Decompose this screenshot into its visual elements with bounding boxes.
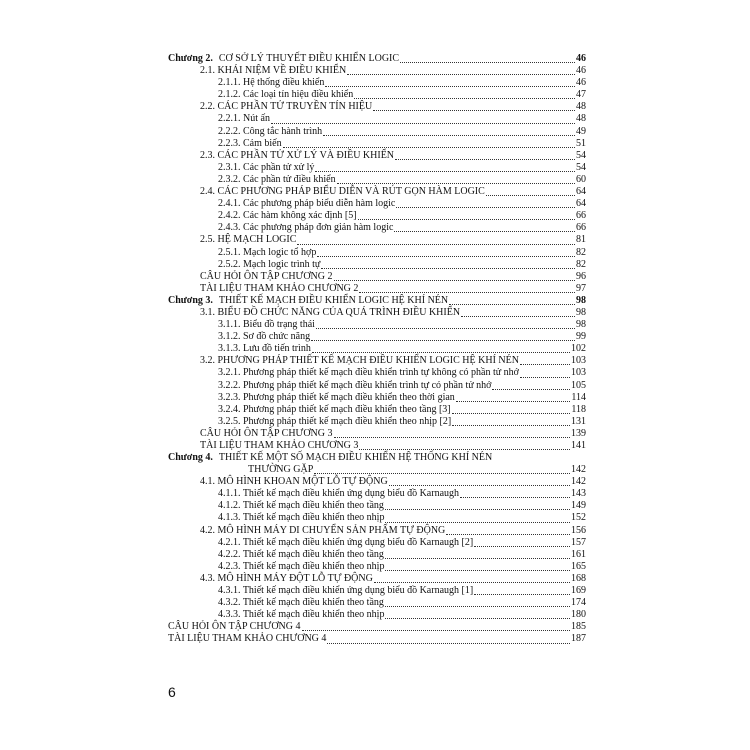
page-ref: 139 <box>571 427 586 439</box>
leader-dots <box>311 332 575 341</box>
entry-title: 3.2.1. Phương pháp thiết kế mạch điều khiển trình tự không có phần tử nhớ <box>218 367 519 379</box>
leader-dots <box>271 115 575 124</box>
leader-dots <box>395 151 575 160</box>
entry-title: 4.2.3. Thiết kế mạch điều khiển theo nhịp <box>218 560 385 572</box>
chapter-title-line-2: THƯỜNG GẶP 142 <box>248 464 586 476</box>
page-ref: 114 <box>571 391 586 403</box>
entry-title: TÀI LIỆU THAM KHẢO CHƯƠNG 4 <box>168 633 327 645</box>
page-ref: 48 <box>576 101 586 113</box>
leader-dots <box>302 622 571 631</box>
page-ref: 98 <box>576 306 586 318</box>
toc-entry <box>168 271 586 283</box>
entry-title: TÀI LIỆU THAM KHẢO CHƯƠNG 3 <box>200 440 359 451</box>
toc-entry <box>168 259 586 271</box>
leader-dots <box>337 175 575 184</box>
toc-entry <box>168 138 586 150</box>
leader-dots <box>373 102 575 111</box>
leader-dots <box>385 550 570 559</box>
page-ref: 161 <box>571 548 586 560</box>
page-ref: 157 <box>571 536 586 548</box>
page-ref: 105 <box>571 379 586 391</box>
page-ref: 185 <box>571 621 586 633</box>
entry-title: 4.1.3. Thiết kế mạch điều khiển theo nhịp <box>218 512 385 524</box>
page-ref: 156 <box>571 524 586 536</box>
toc-entry <box>168 380 586 392</box>
leader-dots <box>400 54 575 63</box>
leader-dots <box>456 393 571 402</box>
chapter-title-line-1 <box>168 452 586 464</box>
page-ref: 47 <box>576 89 586 101</box>
leader-dots <box>334 429 571 438</box>
page-ref: 131 <box>571 415 586 427</box>
entry-title: 4.3. MÔ HÌNH MÁY ĐỘT LỖ TỰ ĐỘNG <box>200 572 373 584</box>
page-ref: 66 <box>576 210 586 222</box>
page-ref: 46 <box>576 65 586 77</box>
toc-entry <box>168 621 586 633</box>
leader-dots <box>486 187 575 196</box>
leader-dots <box>374 574 570 583</box>
leader-dots <box>315 163 575 172</box>
leader-dots <box>385 501 570 510</box>
leader-dots <box>347 66 575 75</box>
page-ref: 82 <box>576 258 586 270</box>
toc-entry <box>168 65 586 77</box>
entry-title: 2.5. HỆ MẠCH LOGIC <box>200 234 297 246</box>
toc-entry <box>168 283 586 295</box>
page-ref: 165 <box>571 560 586 572</box>
toc-chapter-4 <box>168 452 586 476</box>
leader-dots <box>385 610 570 619</box>
leader-dots <box>474 538 570 547</box>
entry-title: 3.2.5. Phương pháp thiết kế mạch điều khiển theo nhịp [2] <box>218 415 452 427</box>
entry-title: CÂU HỎI ÔN TẬP CHƯƠNG 3 <box>200 427 333 439</box>
toc-entry <box>168 392 586 404</box>
entry-title: 2.3.1. Các phần tử xử lý <box>218 161 315 173</box>
page-ref: 66 <box>576 222 586 234</box>
toc-entry <box>168 150 586 162</box>
leader-dots <box>358 211 575 220</box>
toc-entry <box>168 500 586 512</box>
entry-title: 2.2. CÁC PHẦN TỬ TRUYỀN TÍN HIỆU <box>200 101 373 113</box>
entry-title: 2.2.3. Cảm biến <box>218 137 282 149</box>
page-ref: 98 <box>576 294 586 306</box>
page-ref: 102 <box>571 343 586 355</box>
entry-title: 3.1.3. Lưu đồ tiến trình <box>218 343 311 355</box>
entry-title: 2.1.1. Hệ thống điều khiển <box>218 77 325 89</box>
page-number: 6 <box>168 684 176 700</box>
toc-entry <box>168 331 586 343</box>
page-ref: 187 <box>571 633 586 645</box>
toc-entry <box>168 476 586 488</box>
entry-title: 2.4.2. Các hàm không xác định [5] <box>218 210 357 222</box>
toc-entry <box>168 355 586 367</box>
page-ref: 143 <box>571 488 586 500</box>
leader-dots <box>446 526 570 535</box>
chapter-2-entries <box>168 65 586 295</box>
page-ref: 169 <box>571 585 586 597</box>
toc-entry <box>168 488 586 500</box>
entry-title: 3.1.1. Biểu đồ trạng thái <box>218 319 315 331</box>
page-ref: 174 <box>571 597 586 609</box>
page-ref: 54 <box>576 161 586 173</box>
toc-entry <box>168 319 586 331</box>
leader-dots <box>396 199 575 208</box>
leader-dots <box>323 127 575 136</box>
page-ref: 152 <box>571 512 586 524</box>
toc-chapter-3 <box>168 295 586 307</box>
page-ref: 64 <box>576 198 586 210</box>
toc-entry <box>168 234 586 246</box>
toc-entry <box>168 210 586 222</box>
leader-dots <box>389 477 570 486</box>
entry-title: 3.2.3. Phương pháp thiết kế mạch điều khiển theo thời gian <box>218 391 455 403</box>
entry-title: CÂU HỎI ÔN TẬP CHƯƠNG 2 <box>200 270 333 282</box>
page-ref: 48 <box>576 113 586 125</box>
leader-dots <box>474 586 570 595</box>
page-ref: 96 <box>576 270 586 282</box>
toc-entry <box>168 343 586 355</box>
toc-entry <box>168 525 586 537</box>
leader-dots <box>385 514 570 523</box>
leader-dots <box>520 356 570 365</box>
entry-title: 4.3.2. Thiết kế mạch điều khiển theo tầng <box>218 597 384 609</box>
leader-dots <box>334 272 576 281</box>
page-ref: 97 <box>576 282 586 294</box>
toc-entry <box>168 247 586 259</box>
entry-title: 2.1. KHÁI NIỆM VỀ ĐIỀU KHIỂN <box>200 65 347 77</box>
toc-entry <box>168 222 586 234</box>
entry-title: TÀI LIỆU THAM KHẢO CHƯƠNG 2 <box>200 282 359 294</box>
leader-dots <box>297 236 575 245</box>
page-ref: 64 <box>576 186 586 198</box>
leader-dots <box>327 635 570 644</box>
toc-entry <box>168 537 586 549</box>
chapter-label: Chương 4. <box>168 452 213 464</box>
entry-title: 3.2.4. Phương pháp thiết kế mạch điều khiển theo tầng [3] <box>218 403 451 415</box>
entry-title: 2.4.3. Các phương pháp đơn giản hàm logic <box>218 222 394 234</box>
toc-entry <box>168 573 586 585</box>
leader-dots <box>492 381 570 390</box>
entry-title: 4.3.1. Thiết kế mạch điều khiển ứng dụng biểu đồ Karnaugh [1] <box>218 585 474 597</box>
toc-entry <box>168 101 586 113</box>
page-ref: 98 <box>576 319 586 331</box>
leader-dots <box>325 78 575 87</box>
entry-title: 2.5.2. Mạch logic trình tự <box>218 258 321 270</box>
page-ref: 149 <box>571 500 586 512</box>
page-ref: 82 <box>576 246 586 258</box>
toc-entry <box>168 512 586 524</box>
leader-dots <box>385 562 570 571</box>
page-ref: 118 <box>571 403 586 415</box>
entry-title: 2.2.2. Công tắc hành trình <box>218 125 323 137</box>
leader-dots <box>283 139 575 148</box>
leader-dots <box>314 465 570 474</box>
table-of-contents <box>168 53 586 646</box>
toc-entry <box>168 440 586 452</box>
leader-dots <box>461 308 575 317</box>
page-ref: 54 <box>576 149 586 161</box>
leader-dots <box>316 320 575 329</box>
page-ref: 142 <box>571 464 586 476</box>
leader-dots <box>321 260 575 269</box>
page-ref: 103 <box>571 355 586 367</box>
leader-dots <box>460 489 570 498</box>
entry-title: 2.3. CÁC PHẦN TỬ XỬ LÝ VÀ ĐIỀU KHIỂN <box>200 149 395 161</box>
chapter-4-entries <box>168 476 586 645</box>
leader-dots <box>359 284 575 293</box>
toc-entry <box>168 198 586 210</box>
toc-entry <box>168 186 586 198</box>
toc-entry <box>168 561 586 573</box>
toc-entry <box>168 633 586 645</box>
leader-dots <box>385 598 570 607</box>
entry-title: 4.2.2. Thiết kế mạch điều khiển theo tầng <box>218 548 384 560</box>
page-ref: 46 <box>576 53 586 64</box>
page-ref: 142 <box>571 476 586 488</box>
toc-entry <box>168 428 586 440</box>
page-ref: 141 <box>571 440 586 451</box>
entry-title: 4.2.1. Thiết kế mạch điều khiển ứng dụng biểu đồ Karnaugh [2] <box>218 536 474 548</box>
toc-entry <box>168 77 586 89</box>
page-ref: 49 <box>576 125 586 137</box>
page-ref: 103 <box>571 367 586 379</box>
leader-dots <box>317 248 575 257</box>
leader-dots <box>394 223 575 232</box>
leader-dots <box>452 417 570 426</box>
leader-dots <box>452 405 571 414</box>
entry-title: 4.1.2. Thiết kế mạch điều khiển theo tầng <box>218 500 384 512</box>
entry-title: 3.1.2. Sơ đồ chức năng <box>218 331 311 343</box>
toc-entry <box>168 367 586 379</box>
page-ref: 51 <box>576 137 586 149</box>
entry-title: 2.3.2. Các phần tử điều khiển <box>218 173 336 185</box>
toc-entry <box>168 609 586 621</box>
entry-title: 3.2.2. Phương pháp thiết kế mạch điều khiển trình tự có phần tử nhớ <box>218 379 492 391</box>
leader-dots <box>312 344 570 353</box>
toc-entry <box>168 113 586 125</box>
page-ref: 81 <box>576 234 586 246</box>
toc-entry <box>168 307 586 319</box>
chapter-label: Chương 3. THIẾT KẾ MẠCH ĐIỀU KHIỂN LOGIC HỆ KHÍ NÉN <box>168 294 449 306</box>
toc-entry <box>168 404 586 416</box>
chapter-label: Chương 2. CƠ SỞ LÝ THUYẾT ĐIỀU KHIỂN LOGIC <box>168 53 400 64</box>
toc-entry <box>168 89 586 101</box>
entry-title: 4.1.1. Thiết kế mạch điều khiển ứng dụng biểu đồ Karnaugh <box>218 488 460 500</box>
entry-title: 3.1. BIỂU ĐỒ CHỨC NĂNG CỦA QUÁ TRÌNH ĐIỀU KHIỂN <box>200 306 461 318</box>
entry-title: CÂU HỎI ÔN TẬP CHƯƠNG 4 <box>168 621 301 633</box>
toc-entry <box>168 416 586 428</box>
entry-title: 4.2. MÔ HÌNH MÁY DI CHUYỂN SẢN PHẨM TỰ ĐỘNG <box>200 524 446 536</box>
toc-entry <box>168 549 586 561</box>
leader-dots <box>449 296 575 305</box>
chapter-3-entries <box>168 307 586 452</box>
page-ref: 99 <box>576 331 586 343</box>
entry-title: 2.5.1. Mạch logic tổ hợp <box>218 246 317 258</box>
entry-title: 2.4.1. Các phương pháp biểu diễn hàm logic <box>218 198 396 210</box>
leader-dots <box>359 441 570 450</box>
page-ref: 168 <box>571 572 586 584</box>
entry-title: 4.3.3. Thiết kế mạch điều khiển theo nhịp <box>218 609 385 621</box>
toc-entry <box>168 585 586 597</box>
entry-title: 2.1.2. Các loại tín hiệu điều khiển <box>218 89 354 101</box>
toc-entry <box>168 162 586 174</box>
leader-dots <box>520 369 570 378</box>
chapter-title: THIẾT KẾ MỘT SỐ MẠCH ĐIỀU KHIỂN HỆ THỐNG KHÍ NÉN <box>218 452 493 464</box>
page-ref: 180 <box>571 609 586 621</box>
entry-title: 3.2. PHƯƠNG PHÁP THIẾT KẾ MẠCH ĐIỀU KHIỂN LOGIC HỆ KHÍ NÉN <box>200 355 519 367</box>
toc-entry <box>168 126 586 138</box>
toc-entry <box>168 597 586 609</box>
page-ref: 60 <box>576 173 586 185</box>
leader-dots <box>354 90 575 99</box>
toc-entry <box>168 174 586 186</box>
page-ref: 46 <box>576 77 586 89</box>
entry-title: 2.2.1. Nút ấn <box>218 113 270 125</box>
entry-title: 4.1. MÔ HÌNH KHOAN MỘT LỖ TỰ ĐỘNG <box>200 476 388 488</box>
entry-title: 2.4. CÁC PHƯƠNG PHÁP BIỂU DIỄN VÀ RÚT GỌN HÀM LOGIC <box>200 186 485 198</box>
toc-chapter-2 <box>168 53 586 65</box>
